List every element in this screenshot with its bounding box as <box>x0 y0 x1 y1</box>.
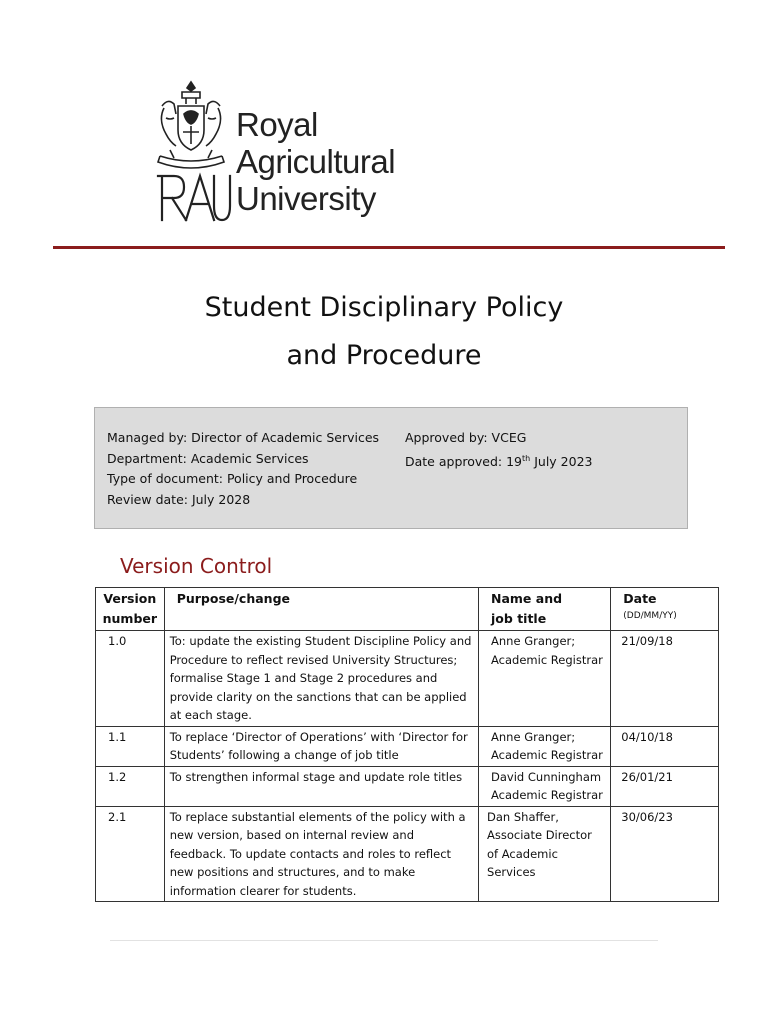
cell-version: 1.2 <box>96 766 165 806</box>
table-row <box>96 806 719 902</box>
university-name-line: Agricultural <box>236 143 396 180</box>
review-date: Review date: July 2028 <box>107 491 251 507</box>
header-date <box>611 588 719 631</box>
header-purpose <box>164 588 478 631</box>
cell-date: 30/06/23 <box>611 806 719 902</box>
document-title <box>0 284 768 380</box>
document-type: Type of document: Policy and Procedure <box>107 471 358 486</box>
university-crest-icon <box>156 78 226 170</box>
cell-purpose: To replace substantial elements of the policy with a new version, based on internal review and feedback. To update contacts and roles to reflect new positions and structures, and to make information clearer for students. <box>164 806 478 902</box>
managed-by: Managed by: Director of Academic Services <box>107 430 380 445</box>
cell-name-line: Dan Shaffer, <box>487 809 559 824</box>
table-header-row <box>96 588 719 631</box>
cell-name <box>479 806 611 902</box>
cell-purpose: To: update the existing Student Discipline Policy and Procedure to reflect revised University Structures; formalise Stage 1 and Stage 2 procedures and provide clarity on the sanctions that can be applied at each stage. <box>164 631 478 727</box>
date-approved-ordinal: th <box>522 453 531 463</box>
header-divider <box>53 246 725 249</box>
cell-version: 2.1 <box>96 806 165 902</box>
footer-divider <box>110 940 658 941</box>
cell-name-line: Academic Registrar <box>491 748 603 762</box>
table-row <box>96 766 719 806</box>
metadata-right-column <box>405 428 592 472</box>
cell-name-line: Associate Director of Academic Services <box>487 828 592 879</box>
table-row <box>96 726 719 766</box>
cell-name-line: Academic Registrar <box>491 788 603 802</box>
document-title-line: Student Disciplinary Policy <box>204 292 564 323</box>
header-version-line: number <box>102 611 158 626</box>
university-name-line: University <box>236 180 376 217</box>
header-date-format: (DD/MM/YY) <box>623 611 677 621</box>
date-approved <box>405 449 592 473</box>
cell-name <box>479 766 611 806</box>
cell-date: 21/09/18 <box>611 631 719 727</box>
cell-name-line: Anne Granger; <box>491 634 576 648</box>
cell-date: 04/10/18 <box>611 726 719 766</box>
university-name <box>236 106 395 217</box>
version-control-heading: Version Control <box>120 554 273 578</box>
cell-name-line: Academic Registrar <box>491 652 603 667</box>
cell-version: 1.0 <box>96 631 165 727</box>
university-name-line: Royal <box>236 106 318 143</box>
date-approved-prefix: Date approved: 19 <box>405 453 523 469</box>
approved-by: Approved by: VCEG <box>405 430 527 445</box>
document-metadata-box <box>94 407 688 529</box>
department: Department: Academic Services <box>107 450 309 466</box>
cell-date: 26/01/21 <box>611 766 719 806</box>
document-title-line: and Procedure <box>286 340 482 371</box>
header-version <box>96 588 165 631</box>
version-control-table <box>95 587 719 902</box>
cell-name-line: David Cunningham <box>491 769 602 784</box>
header-purpose-label: Purpose/change <box>176 591 290 606</box>
header-version-line: Version <box>103 591 157 606</box>
university-logo <box>150 78 430 228</box>
cell-purpose: To replace ‘Director of Operations’ with ‘Director for Students’ following a change of job title <box>164 726 478 766</box>
cell-purpose: To strengthen informal stage and update role titles <box>164 766 478 806</box>
cell-name <box>479 726 611 766</box>
date-approved-suffix: July 2023 <box>530 453 593 469</box>
rau-monogram-icon <box>156 172 232 224</box>
header-name <box>479 588 611 631</box>
table-row <box>96 631 719 727</box>
metadata-left-column <box>107 428 379 510</box>
header-name-line: Name and <box>491 591 563 606</box>
cell-name <box>479 631 611 727</box>
cell-name-line: Anne Granger; <box>491 729 576 744</box>
header-date-label: Date <box>623 591 657 606</box>
cell-version: 1.1 <box>96 726 165 766</box>
header-name-line: job title <box>491 611 547 626</box>
